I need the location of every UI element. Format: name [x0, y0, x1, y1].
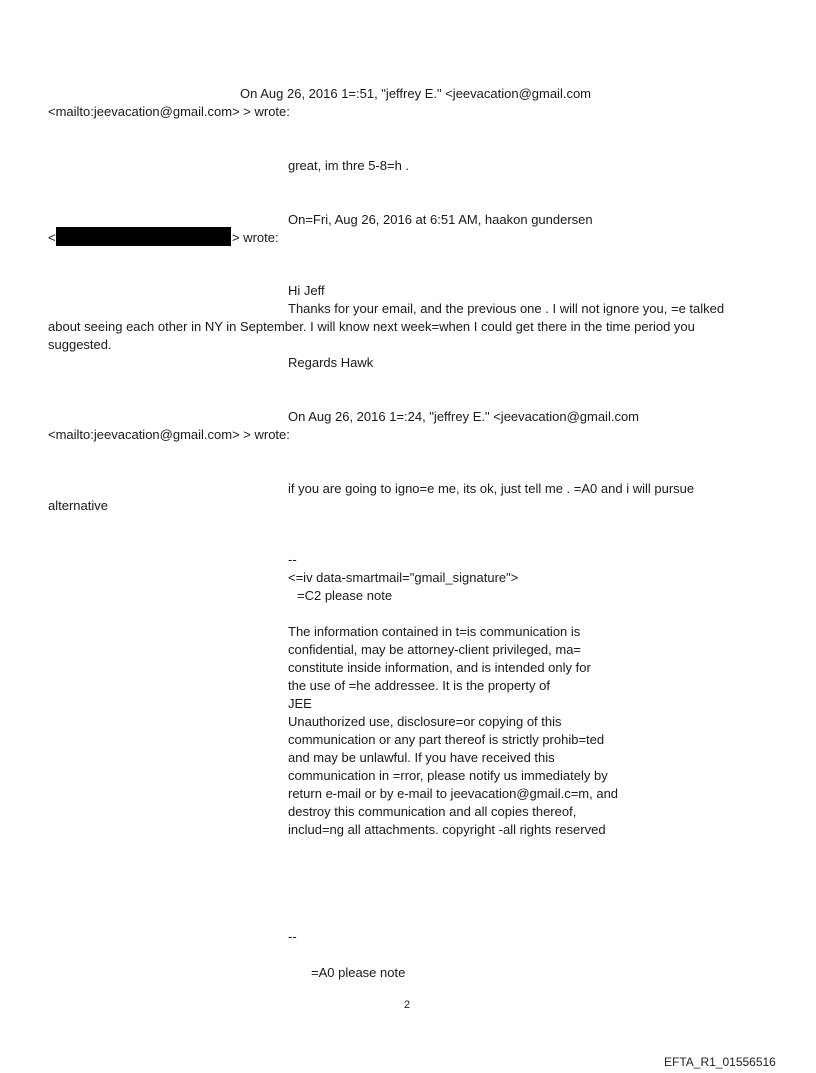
document-id: EFTA_R1_01556516	[664, 1055, 776, 1069]
signature-dashes: --	[288, 929, 297, 944]
email-body-line: alternative	[48, 498, 108, 513]
disclaimer-line: JEE	[288, 696, 312, 711]
disclaimer-line: the use of =he addressee. It is the property of	[288, 678, 550, 693]
disclaimer-line: constitute inside information, and is intended only for	[288, 660, 591, 675]
signature-note: =A0 please note	[311, 965, 406, 980]
email-header-line	[48, 229, 56, 247]
disclaimer-line: communication in =rror, please notify us immediately by	[288, 768, 608, 783]
disclaimer-line: communication or any part thereof is strictly prohib=ted	[288, 732, 605, 747]
signature-div-tag: <=iv data-smartmail="gmail_signature">	[288, 570, 519, 585]
disclaimer-line: confidential, may be attorney-client privileged, ma=	[288, 642, 582, 657]
angle-open: <	[48, 230, 56, 245]
disclaimer-line: Unauthorized use, disclosure=or copying of this	[288, 714, 562, 729]
signature-note: =C2 please note	[297, 588, 393, 603]
disclaimer-line: destroy this communication and all copies thereof,	[288, 804, 577, 819]
disclaimer-line: return e-mail or by e-mail to jeevacation@gmail.c=m, and	[288, 786, 619, 801]
disclaimer-line: includ=ng all attachments. copyright -all rights reserved	[288, 822, 606, 837]
email-greeting: Hi Jeff	[288, 283, 325, 298]
email-signoff: Regards Hawk	[288, 355, 374, 370]
disclaimer-line: The information contained in t=is communication is	[288, 624, 581, 639]
signature-dashes: --	[288, 552, 297, 567]
disclaimer-line: and may be unlawful. If you have received this	[288, 750, 555, 765]
email-header-line: > wrote:	[232, 230, 279, 245]
email-header-line: <mailto:jeevacation@gmail.com> > wrote:	[48, 427, 290, 442]
email-body-line: Thanks for your email, and the previous one . I will not ignore you, =e talked	[288, 301, 725, 316]
email-header-line: On Aug 26, 2016 1=:51, "jeffrey E." <jeevacation@gmail.com	[240, 86, 592, 101]
redaction-bar	[56, 227, 231, 246]
email-header-line: On Aug 26, 2016 1=:24, "jeffrey E." <jeevacation@gmail.com	[288, 409, 640, 424]
email-body-line: great, im thre 5-8=h .	[288, 158, 410, 173]
email-header-line: <mailto:jeevacation@gmail.com> > wrote:	[48, 104, 290, 119]
page-number: 2	[404, 999, 411, 1011]
email-header-line: On=Fri, Aug 26, 2016 at 6:51 AM, haakon gundersen	[288, 212, 593, 227]
email-body-line: if you are going to igno=e me, its ok, just tell me . =A0 and i will pursue	[288, 481, 695, 496]
email-body-line: suggested.	[48, 337, 112, 352]
email-body-line: about seeing each other in NY in September. I will know next week=when I could get there in the time period you	[48, 319, 695, 334]
